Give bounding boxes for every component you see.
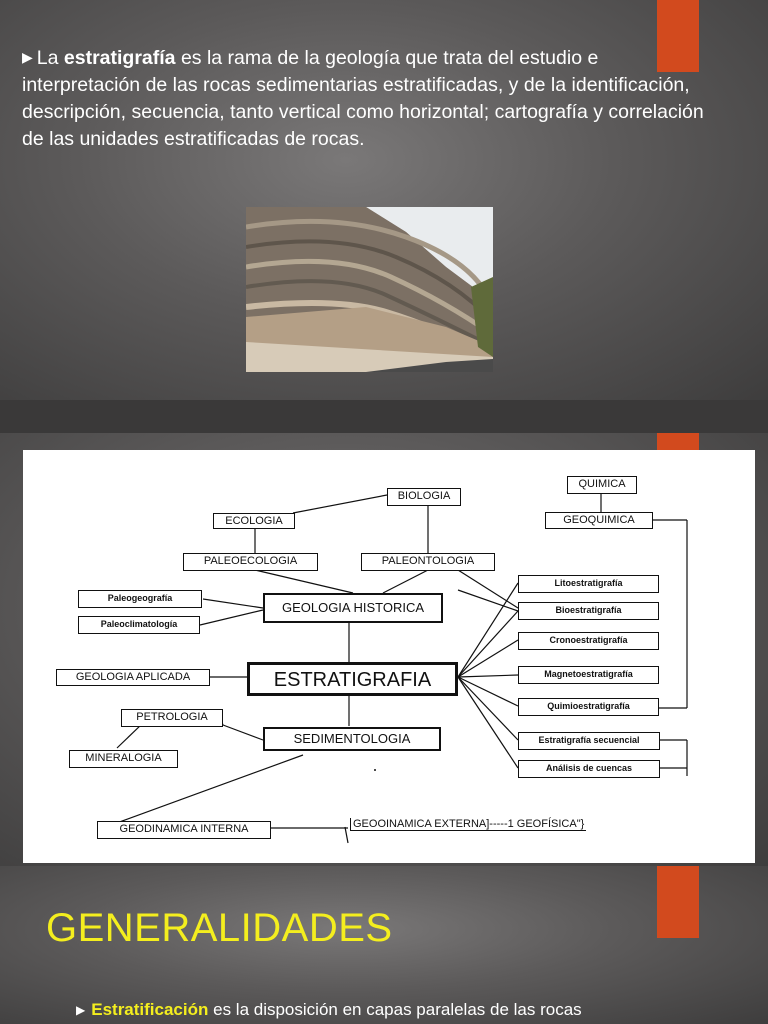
term-estratificacion: Estratificación bbox=[91, 1000, 209, 1019]
node-quimica: QUIMICA bbox=[567, 476, 637, 494]
node-geologia-aplicada: GEOLOGIA APLICADA bbox=[56, 669, 210, 686]
node-analisis-cuencas: Análisis de cuencas bbox=[518, 760, 660, 778]
estratificacion-bullet: ▶ Estratificación es la disposición en capas paralelas de las rocas bbox=[76, 1000, 582, 1019]
node-quimioestratigrafia: Quimioestratigrafía bbox=[518, 698, 659, 716]
node-bioestratigrafia: Bioestratigrafía bbox=[518, 602, 659, 620]
node-paleoclimatologia: Paleoclimatología bbox=[78, 616, 200, 634]
node-paleoecologia: PALEOECOLOGIA bbox=[183, 553, 318, 571]
node-petrologia: PETROLOGIA bbox=[121, 709, 223, 727]
rock-strata-photo bbox=[246, 207, 493, 372]
bullet-triangle-icon: ▶ bbox=[76, 1003, 86, 1017]
estratigrafia-concept-diagram bbox=[23, 450, 755, 863]
slide-gap bbox=[0, 400, 768, 433]
node-mineralogia: MINERALOGIA bbox=[69, 750, 178, 768]
node-estratigrafia-secuencial: Estratigrafía secuencial bbox=[518, 732, 660, 750]
term-estratigrafia: estratigrafía bbox=[63, 47, 176, 69]
slide-generalidades bbox=[0, 866, 768, 1024]
slide-estratigrafia-definition bbox=[0, 0, 768, 400]
node-ecologia: ECOLOGIA bbox=[213, 513, 295, 529]
node-sedimentologia: SEDIMENTOLOGIA bbox=[263, 727, 441, 751]
node-cronoestratigrafia: Cronoestratigrafía bbox=[518, 632, 659, 650]
node-estratigrafia: ESTRATIGRAFIA bbox=[247, 662, 458, 696]
node-biologia: BIOLOGIA bbox=[387, 488, 461, 506]
node-litoestratigrafia: Litoestratigrafía bbox=[518, 575, 659, 593]
slide-diagram bbox=[0, 433, 768, 866]
node-paleogeografia: Paleogeografía bbox=[78, 590, 202, 608]
node-geoquimica: GEOQUIMICA bbox=[545, 512, 653, 529]
node-geodinamica-interna: GEODINAMICA INTERNA bbox=[97, 821, 271, 839]
accent-bar bbox=[657, 433, 699, 450]
bullet-triangle-icon: ▶ bbox=[22, 49, 33, 65]
node-magnetoestratigrafia: Magnetoestratigrafía bbox=[518, 666, 659, 684]
node-geodinamica-externa: GEOOINAMICA EXTERNA]-----1 GEOFÍSICA"} bbox=[350, 818, 586, 831]
section-title: GENERALIDADES bbox=[46, 906, 393, 950]
definition-paragraph: ▶ La estratigrafía es la rama de la geología que trata del estudio e interpretación de las rocas sedimentarias estratificadas, y de la identificación, descripción, secuencia, tanto vertical como horizontal; cartografía y correlación de las unidades estratificadas de rocas. bbox=[22, 44, 712, 153]
accent-bar bbox=[657, 866, 699, 938]
node-paleontologia: PALEONTOLOGIA bbox=[361, 553, 495, 571]
node-geologia-historica: GEOLOGIA HISTORICA bbox=[263, 593, 443, 623]
